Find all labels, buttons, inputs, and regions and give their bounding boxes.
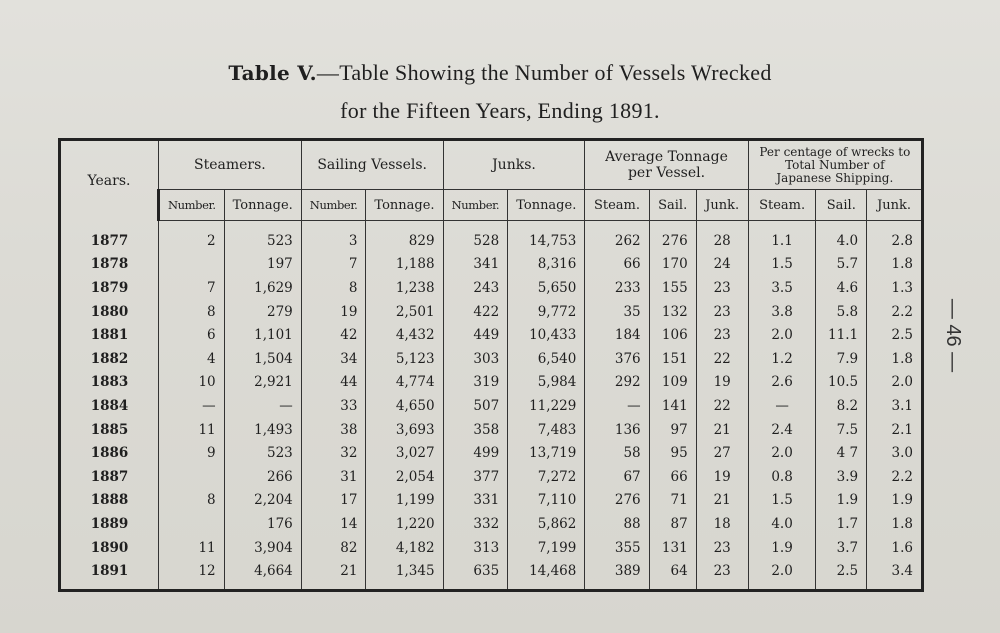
cell-year: 1887 [60,465,159,489]
cell-junks-number: 507 [443,394,508,418]
subheader-sailing-number: Number. [301,190,366,221]
cell-avg-sail: 106 [649,323,696,347]
cell-pct-sail: 7.5 [816,418,867,442]
cell-steamers-number: — [159,394,225,418]
cell-avg-steam: 35 [585,300,649,324]
cell-pct-junk: 3.1 [867,394,923,418]
cell-junks-number: 449 [443,323,508,347]
cell-junks-tonnage: 5,862 [508,512,585,536]
cell-pct-steam: 3.5 [748,276,816,300]
cell-steamers-number: 9 [159,441,225,465]
cell-steamers-tonnage: 1,493 [224,418,301,442]
cell-pct-sail: 4 7 [816,441,867,465]
table-body [60,221,923,591]
cell-junks-number: 422 [443,300,508,324]
cell-pct-sail: 1.9 [816,489,867,513]
cell-junks-number: 635 [443,559,508,590]
cell-pct-junk: 1.9 [867,489,923,513]
cell-steamers-tonnage: 176 [224,512,301,536]
table-row [60,394,923,418]
cell-steamers-number: 7 [159,276,225,300]
cell-year: 1886 [60,441,159,465]
cell-pct-junk: 2.2 [867,465,923,489]
cell-junks-number: 319 [443,371,508,395]
table-row [60,418,923,442]
cell-steamers-number: 8 [159,489,225,513]
subheader-junks-number: Number. [443,190,508,221]
table-row [60,253,923,277]
cell-sailing-tonnage: 2,501 [366,300,443,324]
cell-pct-steam: 4.0 [748,512,816,536]
cell-steamers-number: 10 [159,371,225,395]
cell-sailing-number: 31 [301,465,366,489]
vessels-wrecked-table [58,138,924,592]
header-junks: Junks. [443,140,585,190]
cell-steamers-number: 12 [159,559,225,590]
cell-sailing-number: 17 [301,489,366,513]
cell-pct-sail: 3.9 [816,465,867,489]
table-row [60,221,923,253]
cell-avg-sail: 109 [649,371,696,395]
subheader-sailing-tonnage: Tonnage. [366,190,443,221]
cell-pct-sail: 10.5 [816,371,867,395]
header-percentage-wrecks: Per centage of wrecks to Total Number of Japanese Shipping. [748,140,922,190]
cell-junks-number: 499 [443,441,508,465]
cell-junks-number: 377 [443,465,508,489]
cell-sailing-number: 21 [301,559,366,590]
cell-sailing-number: 34 [301,347,366,371]
cell-avg-junk: 21 [696,489,748,513]
cell-sailing-number: 32 [301,441,366,465]
cell-pct-sail: 7.9 [816,347,867,371]
cell-year: 1885 [60,418,159,442]
cell-pct-sail: 5.7 [816,253,867,277]
cell-pct-junk: 2.0 [867,371,923,395]
cell-avg-junk: 18 [696,512,748,536]
cell-year: 1890 [60,536,159,560]
cell-pct-junk: 3.4 [867,559,923,590]
cell-junks-tonnage: 7,110 [508,489,585,513]
cell-avg-sail: 131 [649,536,696,560]
subheader-pct-junk: Junk. [867,190,923,221]
cell-avg-junk: 23 [696,300,748,324]
table-row [60,559,923,590]
table-row [60,489,923,513]
cell-avg-sail: 71 [649,489,696,513]
table-title-line2: for the Fifteen Years, Ending 1891. [340,98,660,123]
cell-steamers-number: 11 [159,536,225,560]
cell-steamers-tonnage: 266 [224,465,301,489]
cell-steamers-number: 8 [159,300,225,324]
cell-steamers-tonnage: 279 [224,300,301,324]
cell-pct-junk: 2.2 [867,300,923,324]
cell-avg-sail: 155 [649,276,696,300]
cell-avg-steam: 262 [585,221,649,253]
cell-sailing-number: 42 [301,323,366,347]
cell-pct-steam: 2.4 [748,418,816,442]
cell-year: 1889 [60,512,159,536]
cell-pct-junk: 1.8 [867,253,923,277]
cell-steamers-number [159,253,225,277]
cell-sailing-tonnage: 1,220 [366,512,443,536]
cell-junks-number: 341 [443,253,508,277]
cell-sailing-tonnage: 829 [366,221,443,253]
cell-steamers-number [159,465,225,489]
cell-junks-tonnage: 8,316 [508,253,585,277]
cell-year: 1883 [60,371,159,395]
cell-sailing-number: 8 [301,276,366,300]
cell-pct-steam: 3.8 [748,300,816,324]
cell-steamers-tonnage: — [224,394,301,418]
table-row [60,347,923,371]
cell-avg-junk: 22 [696,347,748,371]
cell-pct-steam: 2.0 [748,559,816,590]
cell-avg-junk: 27 [696,441,748,465]
page-number-text: — 46 — [942,298,965,372]
cell-year: 1891 [60,559,159,590]
cell-pct-steam: — [748,394,816,418]
cell-sailing-tonnage: 1,345 [366,559,443,590]
cell-sailing-number: 19 [301,300,366,324]
subheader-junks-tonnage: Tonnage. [508,190,585,221]
cell-sailing-tonnage: 1,188 [366,253,443,277]
cell-avg-steam: 66 [585,253,649,277]
cell-pct-sail: 3.7 [816,536,867,560]
cell-avg-steam: 276 [585,489,649,513]
cell-junks-number: 358 [443,418,508,442]
cell-steamers-tonnage: 197 [224,253,301,277]
cell-junks-number: 303 [443,347,508,371]
cell-junks-tonnage: 5,650 [508,276,585,300]
cell-junks-tonnage: 14,468 [508,559,585,590]
cell-avg-sail: 151 [649,347,696,371]
cell-pct-steam: 2.6 [748,371,816,395]
cell-sailing-number: 33 [301,394,366,418]
subheader-steamers-number: Number. [159,190,225,221]
cell-avg-steam: 355 [585,536,649,560]
cell-junks-tonnage: 7,483 [508,418,585,442]
cell-sailing-tonnage: 3,693 [366,418,443,442]
cell-steamers-number: 4 [159,347,225,371]
cell-steamers-number: 11 [159,418,225,442]
cell-junks-tonnage: 10,433 [508,323,585,347]
table-label: Table V. [228,61,317,85]
cell-avg-sail: 132 [649,300,696,324]
cell-pct-junk: 2.1 [867,418,923,442]
cell-sailing-tonnage: 1,238 [366,276,443,300]
cell-pct-junk: 3.0 [867,441,923,465]
subheader-avg-steam: Steam. [585,190,649,221]
cell-sailing-tonnage: 5,123 [366,347,443,371]
cell-junks-number: 331 [443,489,508,513]
cell-sailing-tonnage: 4,182 [366,536,443,560]
cell-pct-junk: 2.5 [867,323,923,347]
cell-avg-junk: 21 [696,418,748,442]
cell-pct-steam: 1.2 [748,347,816,371]
cell-year: 1888 [60,489,159,513]
cell-sailing-tonnage: 4,774 [366,371,443,395]
cell-avg-junk: 28 [696,221,748,253]
table-row [60,276,923,300]
cell-junks-number: 243 [443,276,508,300]
cell-junks-tonnage: 14,753 [508,221,585,253]
cell-sailing-number: 44 [301,371,366,395]
table-row [60,371,923,395]
cell-pct-junk: 1.3 [867,276,923,300]
cell-sailing-tonnage: 4,432 [366,323,443,347]
cell-sailing-tonnage: 2,054 [366,465,443,489]
cell-steamers-tonnage: 2,204 [224,489,301,513]
cell-avg-junk: 22 [696,394,748,418]
cell-avg-sail: 95 [649,441,696,465]
cell-pct-steam: 1.1 [748,221,816,253]
table-title-text: —Table Showing the Number of Vessels Wrecked [316,60,772,85]
cell-sailing-number: 14 [301,512,366,536]
cell-pct-steam: 0.8 [748,465,816,489]
cell-pct-steam: 1.9 [748,536,816,560]
cell-year: 1882 [60,347,159,371]
subheader-avg-junk: Junk. [696,190,748,221]
cell-steamers-number: 6 [159,323,225,347]
cell-steamers-tonnage: 1,504 [224,347,301,371]
cell-junks-number: 528 [443,221,508,253]
cell-steamers-tonnage: 1,101 [224,323,301,347]
table-row [60,536,923,560]
cell-year: 1881 [60,323,159,347]
cell-pct-sail: 2.5 [816,559,867,590]
cell-avg-steam: 376 [585,347,649,371]
cell-sailing-tonnage: 4,650 [366,394,443,418]
header-years: Years. [60,140,159,221]
table-row [60,441,923,465]
table-row [60,323,923,347]
cell-pct-sail: 4.0 [816,221,867,253]
cell-pct-junk: 1.6 [867,536,923,560]
cell-junks-tonnage: 5,984 [508,371,585,395]
cell-pct-steam: 2.0 [748,323,816,347]
cell-pct-sail: 4.6 [816,276,867,300]
cell-steamers-tonnage: 523 [224,441,301,465]
cell-avg-steam: 389 [585,559,649,590]
header-average-tonnage: Average Tonnage per Vessel. [585,140,748,190]
cell-avg-junk: 19 [696,465,748,489]
cell-avg-sail: 141 [649,394,696,418]
cell-avg-sail: 276 [649,221,696,253]
cell-steamers-tonnage: 4,664 [224,559,301,590]
cell-steamers-tonnage: 2,921 [224,371,301,395]
subheader-avg-sail: Sail. [649,190,696,221]
cell-junks-tonnage: 6,540 [508,347,585,371]
cell-junks-tonnage: 7,199 [508,536,585,560]
cell-avg-sail: 64 [649,559,696,590]
cell-sailing-tonnage: 3,027 [366,441,443,465]
cell-sailing-number: 82 [301,536,366,560]
cell-junks-number: 332 [443,512,508,536]
cell-avg-steam: 58 [585,441,649,465]
cell-steamers-number: 2 [159,221,225,253]
cell-steamers-tonnage: 1,629 [224,276,301,300]
cell-avg-steam: 292 [585,371,649,395]
cell-avg-sail: 97 [649,418,696,442]
cell-avg-steam: — [585,394,649,418]
table-row [60,512,923,536]
cell-avg-junk: 23 [696,559,748,590]
cell-year: 1877 [60,221,159,253]
cell-pct-steam: 2.0 [748,441,816,465]
cell-avg-steam: 136 [585,418,649,442]
page-number [938,285,968,385]
cell-steamers-tonnage: 3,904 [224,536,301,560]
cell-pct-steam: 1.5 [748,489,816,513]
cell-junks-tonnage: 7,272 [508,465,585,489]
table-row [60,300,923,324]
cell-avg-junk: 24 [696,253,748,277]
cell-sailing-number: 3 [301,221,366,253]
cell-avg-sail: 170 [649,253,696,277]
subheader-pct-steam: Steam. [748,190,816,221]
cell-year: 1884 [60,394,159,418]
cell-avg-junk: 23 [696,276,748,300]
cell-steamers-number [159,512,225,536]
cell-pct-sail: 5.8 [816,300,867,324]
cell-steamers-tonnage: 523 [224,221,301,253]
cell-year: 1879 [60,276,159,300]
cell-avg-steam: 88 [585,512,649,536]
header-steamers: Steamers. [159,140,302,190]
header-sailing-vessels: Sailing Vessels. [301,140,443,190]
table-row [60,465,923,489]
cell-avg-junk: 19 [696,371,748,395]
cell-junks-tonnage: 11,229 [508,394,585,418]
cell-avg-sail: 66 [649,465,696,489]
cell-pct-sail: 8.2 [816,394,867,418]
cell-year: 1880 [60,300,159,324]
cell-pct-junk: 1.8 [867,347,923,371]
subheader-pct-sail: Sail. [816,190,867,221]
cell-avg-sail: 87 [649,512,696,536]
cell-pct-junk: 2.8 [867,221,923,253]
cell-sailing-tonnage: 1,199 [366,489,443,513]
cell-sailing-number: 7 [301,253,366,277]
cell-avg-steam: 67 [585,465,649,489]
cell-sailing-number: 38 [301,418,366,442]
cell-junks-tonnage: 13,719 [508,441,585,465]
cell-junks-number: 313 [443,536,508,560]
cell-avg-junk: 23 [696,536,748,560]
cell-pct-steam: 1.5 [748,253,816,277]
cell-avg-steam: 184 [585,323,649,347]
cell-junks-tonnage: 9,772 [508,300,585,324]
table-title-line1 [0,60,1000,86]
cell-pct-sail: 1.7 [816,512,867,536]
cell-pct-junk: 1.8 [867,512,923,536]
cell-avg-junk: 23 [696,323,748,347]
subheader-steamers-tonnage: Tonnage. [224,190,301,221]
cell-pct-sail: 11.1 [816,323,867,347]
cell-year: 1878 [60,253,159,277]
cell-avg-steam: 233 [585,276,649,300]
